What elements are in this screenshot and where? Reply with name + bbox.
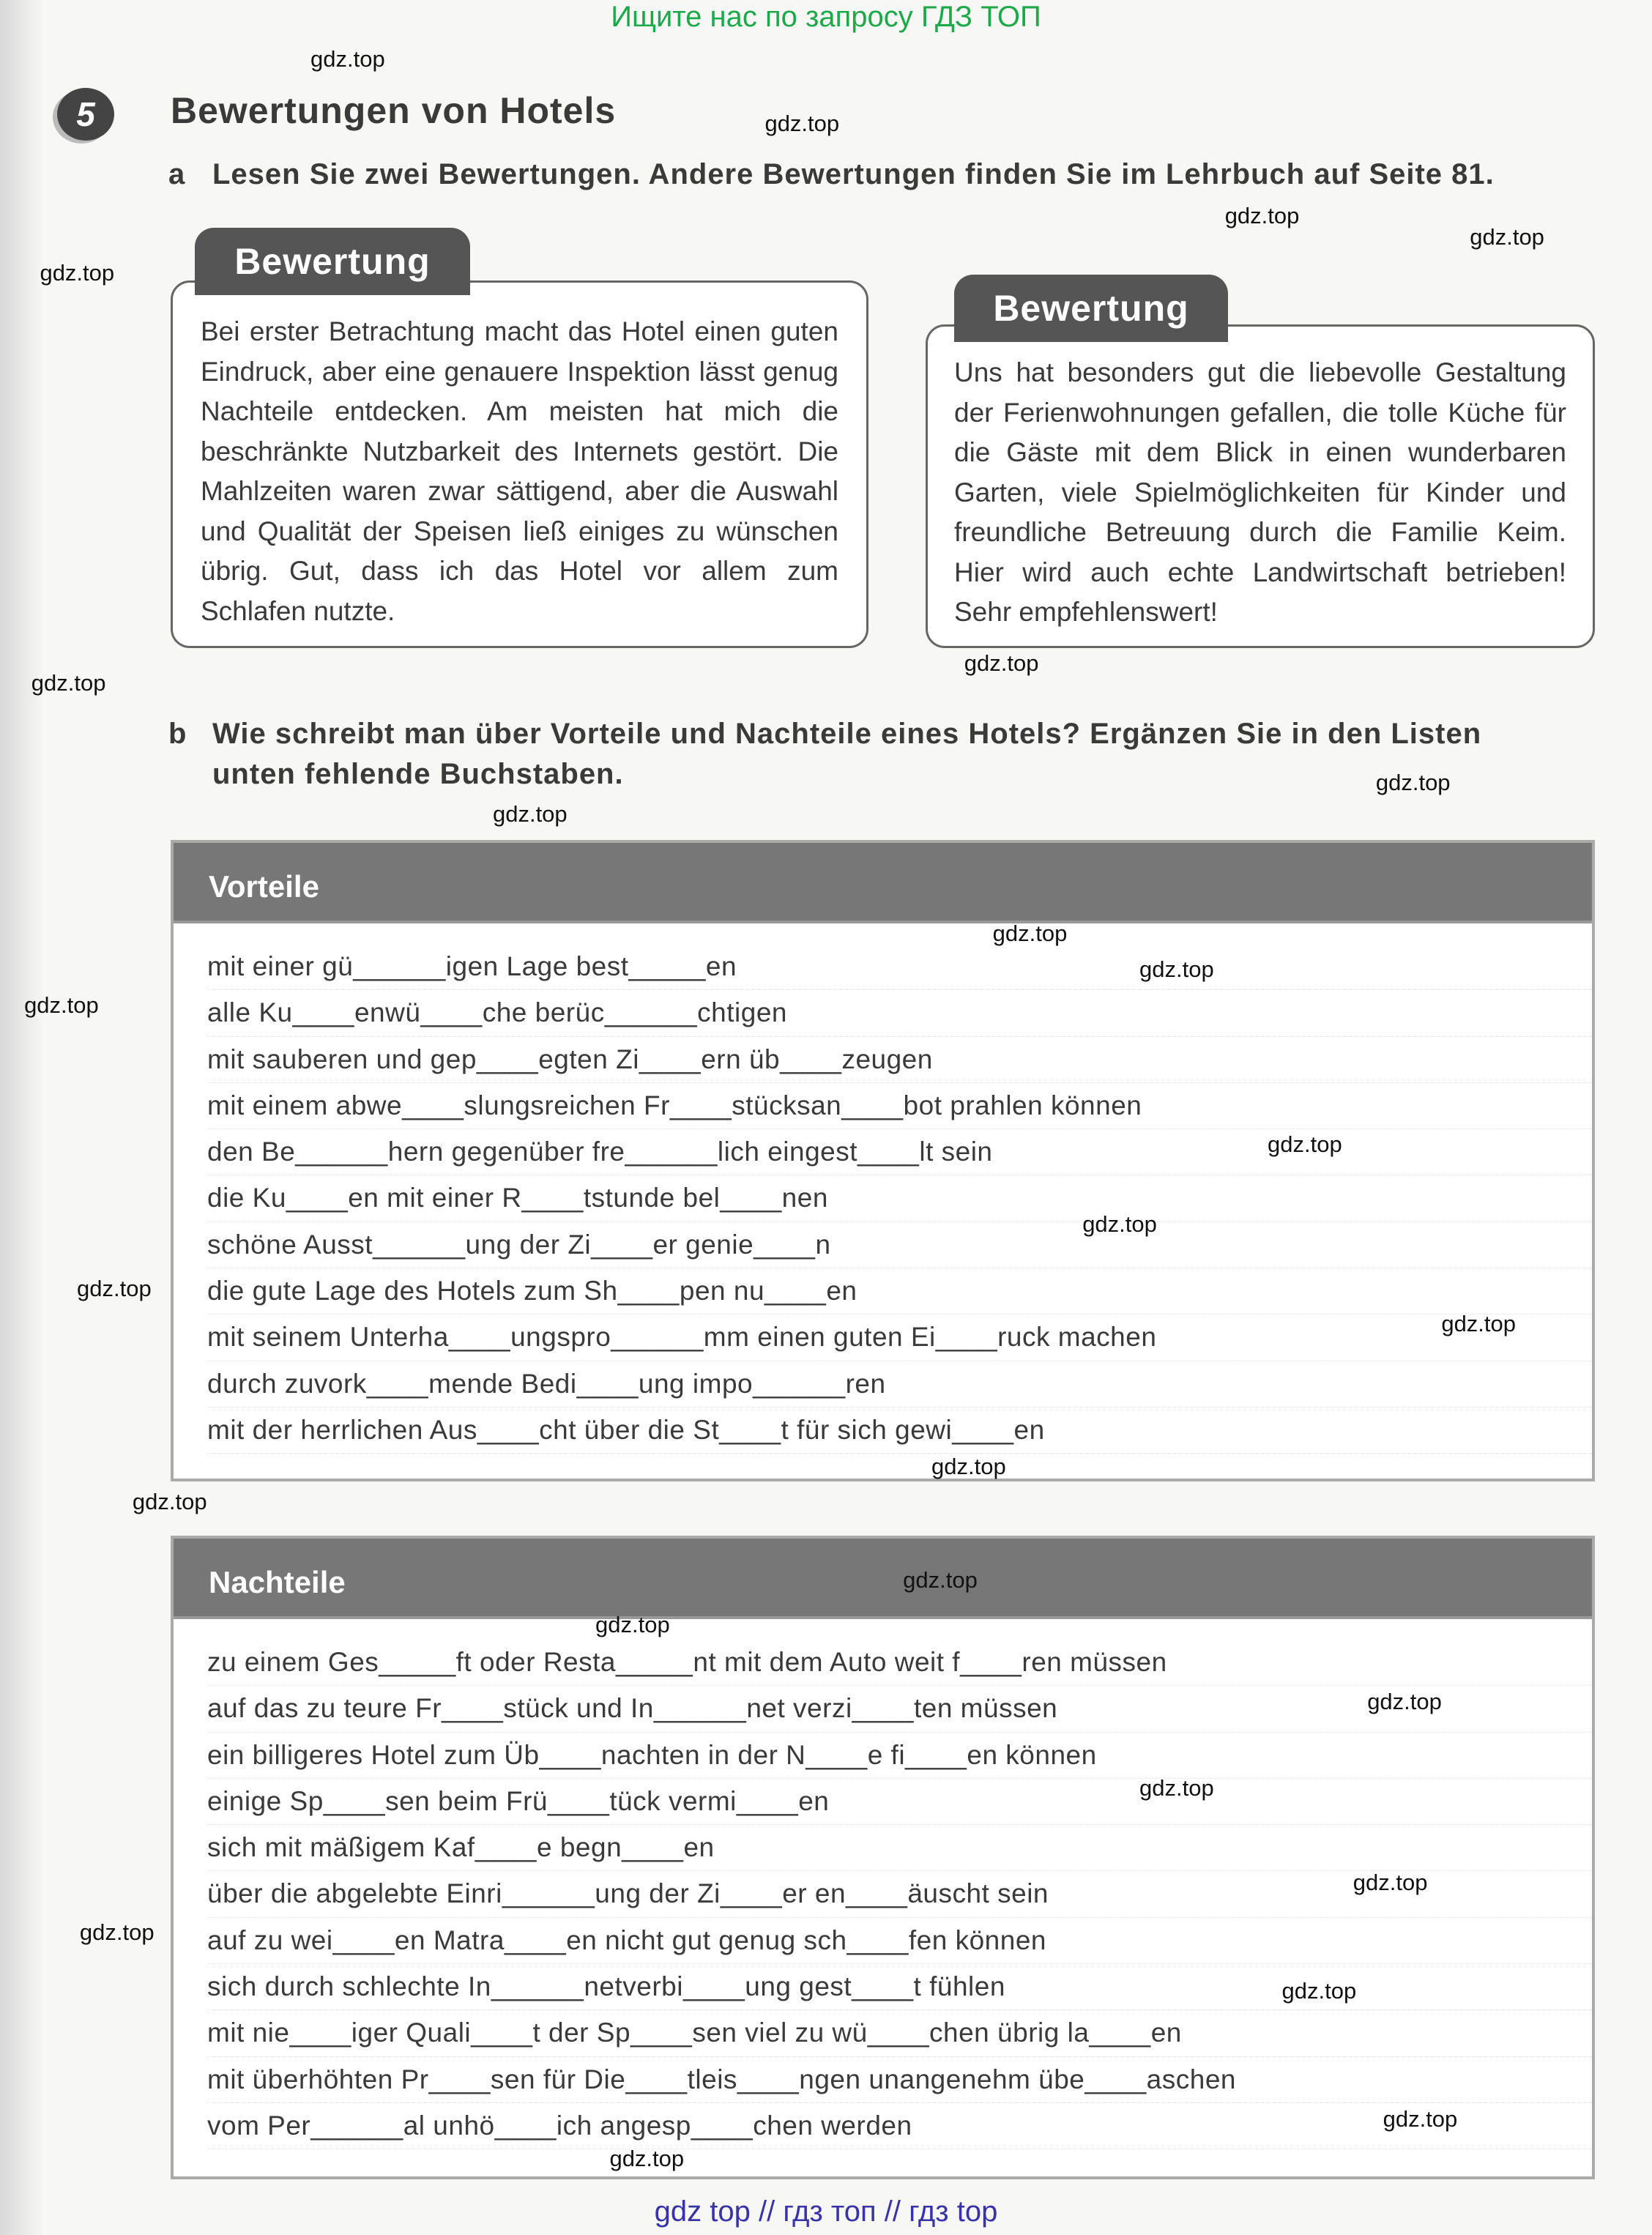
watermark: gdz.top	[40, 259, 115, 286]
watermark: gdz.top	[764, 110, 840, 136]
fill-in-line[interactable]: mit nie____iger Quali____t der Sp____sen viel zu wü____chen übrig la____en	[207, 2010, 1592, 2056]
watermark: gdz.top	[903, 1567, 978, 1593]
review-text-2: Uns hat besonders gut die liebevolle Gestaltung der Ferienwohnungen gefallen, die tolle Küche für die Gäste mit dem Blick in einen wunderbaren Garten, viele Spielmöglichkeiten für Kinder und freundliche Betreuung durch die Familie Keim. Hier wird auch echte Landwirtschaft betrieben! Sehr empfehlenswert!	[954, 357, 1566, 627]
watermark: gdz.top	[79, 1919, 155, 1945]
exercise-title: Bewertungen von Hotels	[171, 90, 617, 131]
fill-in-line[interactable]: ein billigeres Hotel zum Üb____nachten in der N____e fi____en können	[207, 1733, 1592, 1779]
fill-in-line[interactable]: einige Sp____sen beim Frü____tück vermi____en	[207, 1779, 1592, 1825]
fill-in-line[interactable]: mit einer gü______igen Lage best_____en	[207, 944, 1592, 990]
fill-in-line[interactable]: vom Per______al unhö____ich angesp____chen werden	[207, 2103, 1592, 2149]
watermark: gdz.top	[1224, 203, 1300, 229]
review-label-1: Bewertung	[195, 228, 470, 295]
watermark: gdz.top	[964, 650, 1039, 676]
footer-watermark: gdz top // гдз топ // гдз top	[654, 2195, 998, 2228]
watermark: gdz.top	[1383, 2105, 1458, 2132]
fill-in-line[interactable]: sich durch schlechte In______netverbi____ung gest____t fühlen	[207, 1964, 1592, 2010]
fill-in-line[interactable]: sich mit mäßigem Kaf____e begn____en	[207, 1825, 1592, 1871]
watermark: gdz.top	[31, 670, 106, 696]
fill-in-line[interactable]: auf zu wei____en Matra____en nicht gut genug sch____fen können	[207, 1918, 1592, 1964]
fill-in-line[interactable]: die Ku____en mit einer R____tstunde bel____nen	[207, 1175, 1592, 1221]
watermark: gdz.top	[1470, 224, 1544, 250]
fill-in-line[interactable]: mit einem abwe____slungsreichen Fr____stücksan____bot prahlen können	[207, 1083, 1592, 1129]
watermark: gdz.top	[1375, 770, 1451, 796]
vorteile-header: Vorteile	[174, 843, 1592, 923]
review-box-1	[171, 280, 868, 648]
watermark: gdz.top	[310, 46, 385, 72]
watermark: gdz.top	[1281, 1977, 1357, 2004]
vorteile-list	[174, 923, 1592, 1454]
fill-in-line[interactable]: schöne Ausst______ung der Zi____er genie____n	[207, 1222, 1592, 1268]
watermark: gdz.top	[595, 1611, 670, 1637]
watermark: gdz.top	[24, 992, 99, 1018]
fill-in-line[interactable]: mit seinem Unterha____ungspro______mm einen guten Ei____ruck machen	[207, 1314, 1592, 1361]
fill-in-line[interactable]: die gute Lage des Hotels zum Sh____pen nu____en	[207, 1268, 1592, 1314]
review-box-2	[926, 324, 1595, 648]
watermark: gdz.top	[132, 1489, 207, 1515]
nachteile-header: Nachteile	[174, 1539, 1592, 1619]
exercise-number-badge: 5	[57, 88, 114, 141]
review-text-1: Bei erster Betrachtung macht das Hotel einen guten Eindruck, aber eine genauere Inspektion lässt genug Nachteile entdecken. Am meisten hat mich die beschränkte Nutzbarkeit des Internets gestört. Die Mahlzeiten waren zwar sättigend, aber die Auswahl und Qualität der Speisen ließ einiges zu wünschen übrig. Gut, dass ich das Hotel vor allem zum Schlafen nutzte.	[201, 316, 838, 626]
fill-in-line[interactable]: mit der herrlichen Aus____cht über die St____t für sich gewi____en	[207, 1407, 1592, 1454]
watermark: gdz.top	[492, 801, 568, 828]
fill-in-line[interactable]: mit sauberen und gep____egten Zi____ern üb____zeugen	[207, 1037, 1592, 1083]
watermark: gdz.top	[609, 2146, 685, 2172]
task-b-letter: b	[168, 718, 187, 750]
fill-in-line[interactable]: durch zuvork____mende Bedi____ung impo______ren	[207, 1361, 1592, 1407]
fill-in-line[interactable]: den Be______hern gegenüber fre______lich eingest____lt sein	[207, 1129, 1592, 1175]
fill-in-line[interactable]: alle Ku____enwü____che berüc______chtigen	[207, 990, 1592, 1036]
watermark: gdz.top	[1441, 1311, 1517, 1337]
fill-in-line[interactable]: zu einem Ges_____ft oder Resta_____nt mit dem Auto weit f____ren müssen	[207, 1640, 1592, 1686]
watermark: gdz.top	[931, 1453, 1006, 1479]
task-a-letter: a	[168, 158, 186, 190]
watermark: gdz.top	[1139, 956, 1214, 983]
watermark: gdz.top	[1082, 1211, 1157, 1238]
watermark: gdz.top	[1268, 1131, 1342, 1158]
watermark: gdz.top	[992, 921, 1068, 947]
vorteile-panel	[171, 840, 1595, 1481]
task-a	[168, 158, 1495, 191]
watermark: gdz.top	[1367, 1688, 1442, 1714]
nachteile-panel	[171, 1536, 1595, 2179]
task-a-text: Lesen Sie zwei Bewertungen. Andere Bewertungen finden Sie im Lehrbuch auf Seite 81.	[212, 158, 1495, 190]
fill-in-line[interactable]: mit überhöhten Pr____sen für Die____tleis____ngen unangenehm übe____aschen	[207, 2057, 1592, 2103]
task-b-line-2: unten fehlende Buchstaben.	[212, 758, 624, 790]
watermark: gdz.top	[77, 1275, 152, 1301]
top-note: Ищите нас по запросу ГДЗ ТОП	[611, 1, 1041, 33]
page-edge-shadow	[0, 0, 44, 2235]
task-b-line-1: Wie schreibt man über Vorteile und Nachteile eines Hotels? Ergänzen Sie in den Listen	[212, 718, 1482, 750]
task-b	[168, 718, 1482, 791]
review-label-2: Bewertung	[954, 275, 1228, 342]
watermark: gdz.top	[1139, 1775, 1214, 1801]
fill-in-line[interactable]: über die abgelebte Einri______ung der Zi____er en____äuscht sein	[207, 1871, 1592, 1917]
fill-in-line[interactable]: auf das zu teure Fr____stück und In______net verzi____ten müssen	[207, 1686, 1592, 1732]
watermark: gdz.top	[1353, 1869, 1428, 1895]
